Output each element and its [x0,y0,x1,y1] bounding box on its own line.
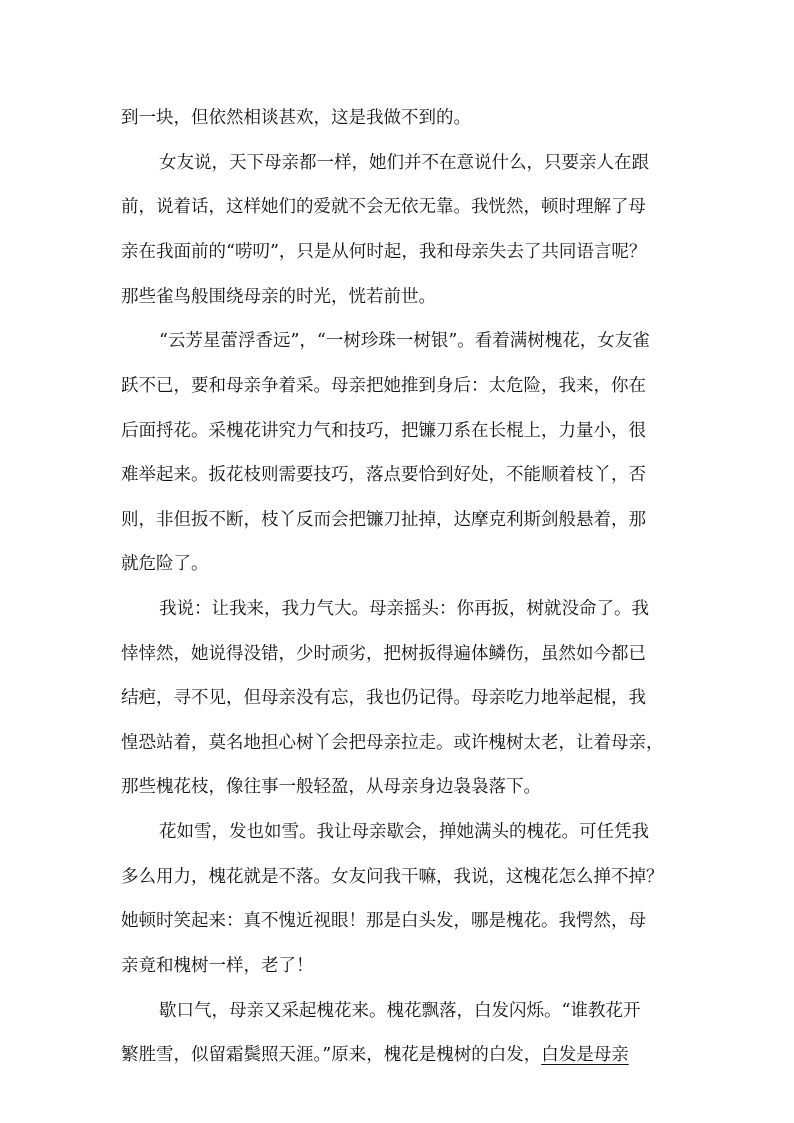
underlined-text: 白发是母亲 [541,1045,629,1065]
text-line-7: 跃不已，要和母亲争着采。母亲把她推到身后：太危险，我来，你在 [121,376,646,396]
text-line-22-main: 繁胜雪，似留霜鬓照天涯。”原来，槐花是槐树的白发， [121,1045,542,1065]
text-line-12: 我说：让我来，我力气大。母亲摇头：你再扳，树就没命了。我 [159,599,649,619]
text-line-11: 就危险了。 [121,554,209,574]
text-line-16: 那些槐花枝，像往事一般轻盈，从母亲身边袅袅落下。 [121,777,541,797]
text-line-10: 则，非但扳不断，枝丫反而会把镰刀扯掉，达摩克利斯剑般悬着，那 [121,510,646,530]
text-line-20: 亲竟和槐树一样，老了！ [121,956,314,976]
text-line-13: 悻悻然，她说得没错，少时顽劣，把树扳得遍体鳞伤，虽然如今都已 [121,644,646,664]
text-line-15: 惶恐站着，莫名地担心树丫会把母亲拉走。或许槐树太老，让着母亲， [121,733,664,753]
text-line-8: 后面捋花。采槐花讲究力气和技巧，把镰刀系在长棍上，力量小，很 [121,421,646,441]
text-line-21: 歇口气，母亲又采起槐花来。槐花飘落，白发闪烁。“谁教花开 [159,1001,641,1021]
text-line-17: 花如雪，发也如雪。我让母亲歇会，掸她满头的槐花。可任凭我 [159,822,649,842]
text-line-19: 她顿时笑起来：真不愧近视眼！那是白头发，哪是槐花。我愕然，母 [121,911,646,931]
text-line-5: 那些雀鸟般围绕母亲的时光，恍若前世。 [121,287,436,307]
text-line-4: 亲在我面前的“唠叨”，只是从何时起，我和母亲失去了共同语言呢？ [121,242,647,262]
text-line-9: 难举起来。扳花枝则需要技巧，落点要恰到好处，不能顺着枝丫，否 [121,465,646,485]
text-line-6: “云芳星蕾浮香远”，“一树珍珠一树银”。看着满树槐花，女友雀 [159,331,650,351]
text-line-3: 前，说着话，这样她们的爱就不会无依无靠。我恍然，顿时理解了母 [121,197,646,217]
text-line-14: 结疤，寻不见，但母亲没有忘，我也仍记得。母亲吃力地举起棍，我 [121,688,646,708]
text-line-1: 到一块，但依然相谈甚欢，这是我做不到的。 [121,108,471,128]
text-line-2: 女友说，天下母亲都一样，她们并不在意说什么，只要亲人在跟 [159,153,649,173]
text-line-22 [121,1037,629,1073]
text-line-18: 多么用力，槐花就是不落。女友问我干嘛，我说，这槐花怎么掸不掉？ [121,867,664,887]
